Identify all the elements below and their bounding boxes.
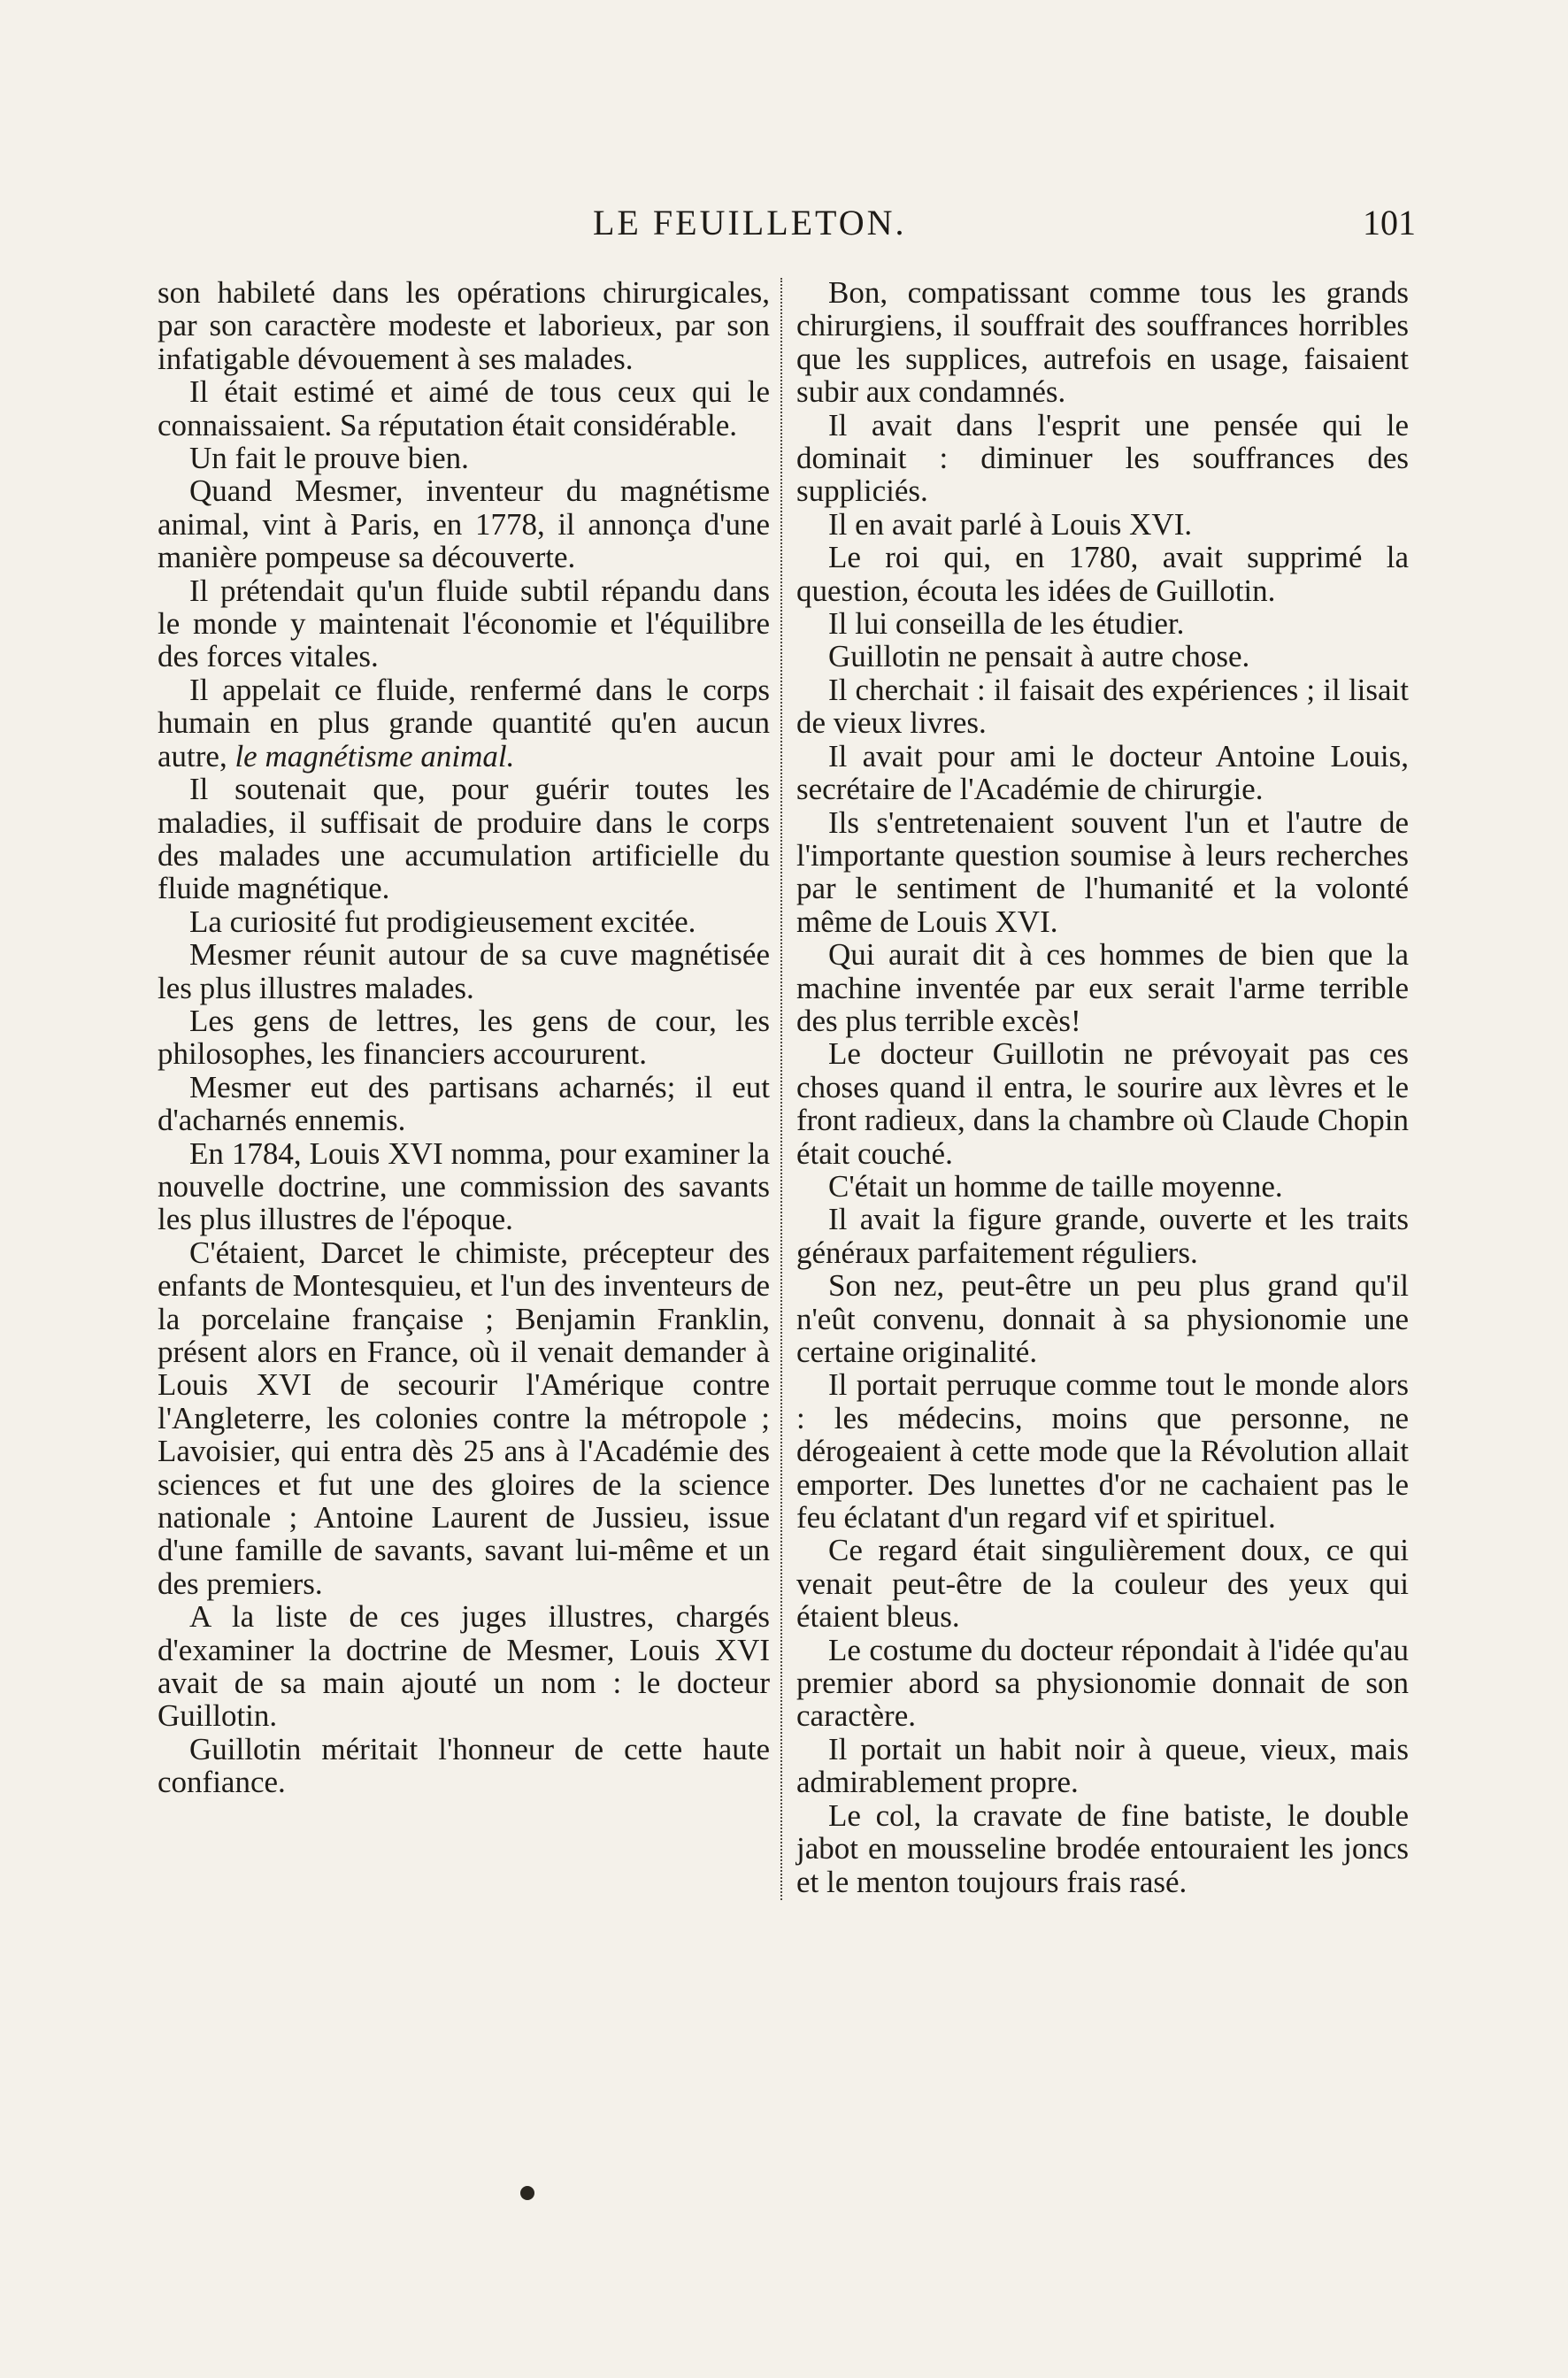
paragraph-text: Il avait la figure grande, ouverte et les traits généraux parfaitement réguliers. [796, 1202, 1409, 1270]
paragraph-text: Mesmer réunit autour de sa cuve magnétisée les plus illustres malades. [158, 937, 770, 1005]
paragraph-text: Il avait pour ami le docteur Antoine Louis, secrétaire de l'Académie de chirurgie. [796, 738, 1409, 807]
paragraph [158, 1071, 770, 1137]
paragraph-text: Il était estimé et aimé de tous ceux qui le connaissaient. Sa réputation était considérable. [158, 374, 770, 443]
paragraph [158, 1137, 770, 1236]
paragraph [158, 574, 770, 673]
paragraph [796, 673, 1409, 740]
paragraph-text: Il soutenait que, pour guérir toutes les maladies, il suffisait de produire dans le corps des malades une accumulation artificielle du fluide magnétique. [158, 772, 770, 906]
paragraph-text: Le col, la cravate de fine batiste, le double jabot en mousseline brodée entouraient les joncs et le menton toujours frais rasé. [796, 1797, 1409, 1899]
running-title: LE FEUILLETON. [593, 203, 907, 242]
paragraph-text: Il en avait parlé à Louis XVI. [828, 506, 1193, 542]
paragraph-text: La curiosité fut prodigieusement excitée. [189, 904, 696, 939]
paragraph [796, 1534, 1409, 1633]
paragraph [796, 1269, 1409, 1368]
paragraph-text: C'étaient, Darcet le chimiste, précepteur des enfants de Montesquieu, et l'un des inventeurs de la porcelaine française ; Benjamin Franklin, présent alors en France, où il venait demander à Louis XVI de secourir l'Amérique contre l'Angleterre, les colonies contre la métropole ; Lavoisier, qui entra dès 25 ans à l'Académie des sciences et fut une des gloires de la science nationale ; Antoine Laurent de Jussieu, issue d'une famille de savants, savant lui-même et un des premiers. [158, 1235, 770, 1601]
paragraph [796, 938, 1409, 1037]
paragraph-text: Il portait un habit noir à queue, vieux, mais admirablement propre. [796, 1731, 1409, 1800]
paragraph [158, 276, 770, 375]
paragraph-text: Guillotin méritait l'honneur de cette haute confiance. [158, 1731, 770, 1800]
paragraph [158, 905, 770, 938]
paragraph-text: C'était un homme de taille moyenne. [828, 1168, 1283, 1204]
right-column [796, 276, 1409, 1898]
running-head [159, 202, 1416, 255]
paragraph-text: Il prétendait qu'un fluide subtil répandu dans le monde y maintenait l'économie et l'équilibre des forces vitales. [158, 573, 770, 674]
paragraph-text: Mesmer eut des partisans acharnés; il eut d'acharnés ennemis. [158, 1069, 770, 1138]
paragraph-text: Qui aurait dit à ces hommes de bien que la machine inventée par eux serait l'arme terrible des plus terrible excès! [796, 937, 1409, 1038]
paragraph [796, 607, 1409, 640]
column-divider [780, 278, 782, 1900]
paragraph [158, 1236, 770, 1600]
paragraph-text: Il avait dans l'esprit une pensée qui le dominait : diminuer les souffrances des suppliciés. [796, 407, 1409, 509]
paragraph [158, 1733, 770, 1799]
paragraph-text: Le costume du docteur répondait à l'idée qu'au premier abord sa physionomie donnait de son caractère. [796, 1632, 1409, 1734]
paragraph [796, 1203, 1409, 1269]
paragraph [796, 541, 1409, 607]
paragraph-text: En 1784, Louis XVI nomma, pour examiner la nouvelle doctrine, une commission des savants les plus illustres de l'époque. [158, 1135, 770, 1237]
page-number: 101 [1363, 203, 1416, 242]
paragraph [796, 1170, 1409, 1203]
paragraph-text: Les gens de lettres, les gens de cour, les philosophes, les financiers accoururent. [158, 1003, 770, 1072]
left-column [158, 276, 770, 1799]
paragraph-text: Le roi qui, en 1780, avait supprimé la question, écouta les idées de Guillotin. [796, 540, 1409, 608]
text-columns [158, 276, 1421, 2223]
paragraph-text: Il cherchait : il faisait des expériences ; il lisait de vieux livres. [796, 672, 1409, 741]
printer-dot-ornament [520, 2186, 534, 2200]
paragraph-text: Son nez, peut-être un peu plus grand qu'il n'eût convenu, donnait à sa physionomie une certaine originalité. [796, 1268, 1409, 1369]
paragraph [796, 1799, 1409, 1898]
paragraph [796, 409, 1409, 508]
paragraph-text: Guillotin ne pensait à autre chose. [828, 639, 1250, 674]
paragraph [796, 1037, 1409, 1170]
paragraph [796, 740, 1409, 806]
paragraph [796, 1368, 1409, 1534]
paragraph [796, 806, 1409, 939]
paragraph [796, 1733, 1409, 1799]
paragraph-text: Il lui conseilla de les étudier. [828, 606, 1185, 642]
paragraph-text: Il appelait ce fluide, renfermé dans le corps humain en plus grande quantité qu'en aucun autre, [158, 672, 770, 773]
paragraph-text: Il portait perruque comme tout le monde alors : les médecins, moins que personne, ne dérogeaient à cette mode que la Révolution allait emporter. Des lunettes d'or ne cachaient pas le feu éclatant d'un regard vif et spirituel. [796, 1367, 1409, 1535]
paragraph-text: Le docteur Guillotin ne prévoyait pas ces choses quand il entra, le sourire aux lèvres et le front radieux, dans la chambre où Claude Chopin était couché. [796, 1036, 1409, 1171]
paragraph [158, 1004, 770, 1071]
paragraph-text: Quand Mesmer, inventeur du magnétisme animal, vint à Paris, en 1778, il annonça d'une manière pompeuse sa découverte. [158, 473, 770, 575]
paragraph [158, 938, 770, 1004]
paragraph-text: A la liste de ces juges illustres, chargés d'examiner la doctrine de Mesmer, Louis XVI avait de sa main ajouté un nom : le docteur Guillotin. [158, 1599, 770, 1734]
paragraph [158, 474, 770, 573]
paragraph-text: Ce regard était singulièrement doux, ce qui venait peut-être de la couleur des yeux qui étaient bleus. [796, 1533, 1409, 1635]
paragraph [796, 276, 1409, 409]
paragraph [158, 1600, 770, 1733]
paragraph [158, 673, 770, 773]
paragraph [158, 773, 770, 905]
paragraph [796, 640, 1409, 673]
paragraph [158, 375, 770, 442]
paragraph [796, 508, 1409, 541]
paragraph-text: Un fait le prouve bien. [189, 441, 469, 476]
paragraph-text: Ils s'entretenaient souvent l'un et l'autre de l'importante question soumise à leurs recherches par le sentiment de l'humanité et la volonté même de Louis XVI. [796, 804, 1409, 939]
paragraph [158, 442, 770, 474]
paragraph [796, 1634, 1409, 1733]
paragraph-text: son habileté dans les opérations chirurgicales, par son caractère modeste et laborieux, par son infatigable dévouement à ses malades. [158, 275, 770, 376]
italic-term: le magnétisme animal. [234, 738, 515, 773]
paragraph-text: Bon, compatissant comme tous les grands chirurgiens, il souffrait des souffrances horribles que les supplices, autrefois en usage, faisaient subir aux condamnés. [796, 275, 1409, 410]
